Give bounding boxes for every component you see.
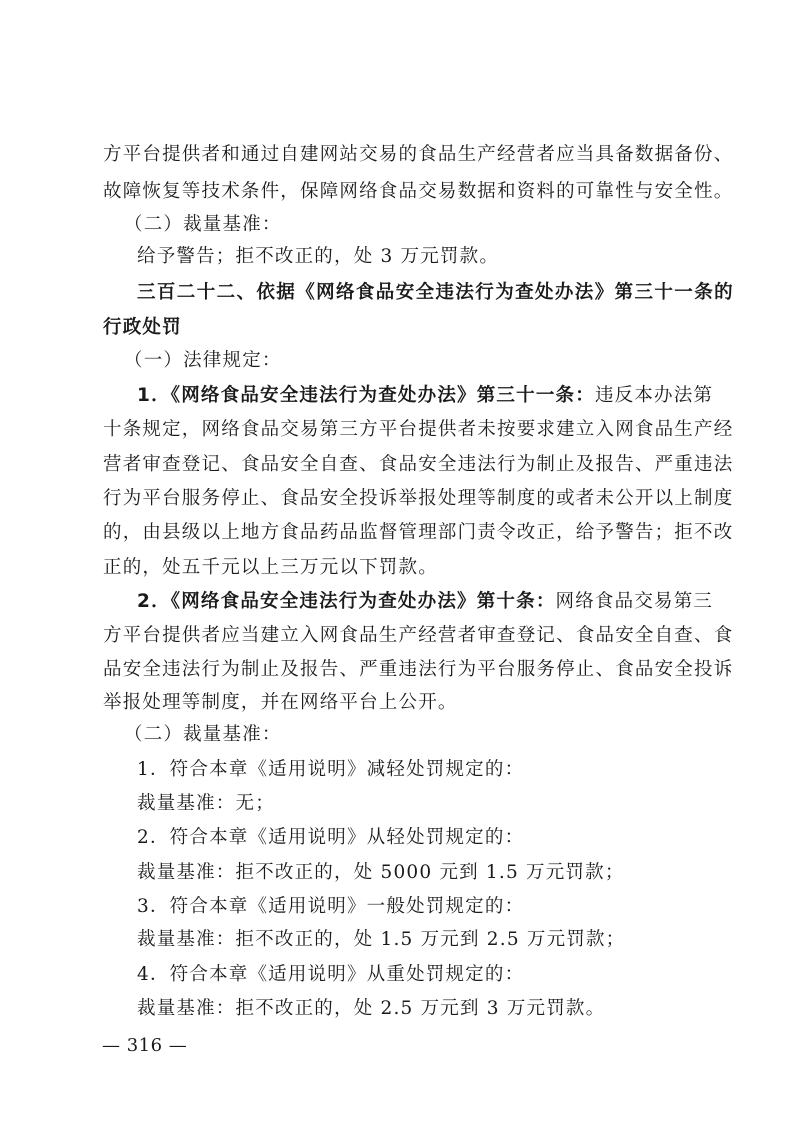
- legal-provision-line: [0, 384, 793, 408]
- list-item: [0, 758, 793, 782]
- line-text: 故障恢复等技术条件，保障网络食品交易数据和资料的可靠性与安全性。: [103, 181, 734, 202]
- paragraph-line: [0, 624, 793, 648]
- legal-provision-line: [0, 590, 793, 614]
- line-text: 行政处罚: [103, 317, 182, 338]
- line-text: 4．符合本章《适用说明》从重处罚规定的：: [137, 964, 525, 985]
- line-text: 网络食品交易第三: [555, 591, 714, 612]
- line-text: 正的，处五千元以上三万元以下罚款。: [103, 557, 438, 578]
- paragraph-line: [0, 245, 793, 269]
- line-text: 裁量基准：拒不改正的，处 5000 元到 1.5 万元罚款；: [137, 862, 625, 883]
- paragraph-line: [0, 180, 793, 204]
- line-text: 十条规定，网络食品交易第三方平台提供者未按要求建立入网食品生产经: [103, 419, 734, 440]
- section-heading: [0, 349, 793, 373]
- list-item: [0, 826, 793, 850]
- line-text: （一）法律规定：: [124, 350, 282, 371]
- paragraph-line: [0, 556, 793, 580]
- paragraph-line: [0, 143, 793, 167]
- paragraph-line: [0, 691, 793, 715]
- line-text: 行为平台服务停止、食品安全投诉举报处理等制度的或者未公开以上制度: [103, 488, 734, 509]
- list-item-detail: [0, 792, 793, 816]
- list-item: [0, 963, 793, 987]
- line-text: 给予警告；拒不改正的，处 3 万元罚款。: [137, 246, 500, 267]
- paragraph-line: [0, 521, 793, 545]
- article-heading: [0, 316, 793, 340]
- list-item: [0, 895, 793, 919]
- line-text: 品安全违法行为制止及报告、严重违法行为平台服务停止、食品安全投诉: [103, 659, 734, 680]
- list-item-detail: [0, 928, 793, 952]
- line-text: 违反本办法第: [594, 385, 714, 406]
- line-text: 营者审查登记、食品安全自查、食品安全违法行为制止及报告、严重违法: [103, 454, 734, 475]
- line-text: 裁量基准：拒不改正的，处 1.5 万元到 2.5 万元罚款；: [137, 929, 626, 950]
- paragraph-line: [0, 418, 793, 442]
- paragraph-line: [0, 487, 793, 511]
- line-text: 三百二十二、依据《网络食品安全违法行为查处办法》第三十一条的: [137, 282, 735, 303]
- provision-title: 2．《网络食品安全违法行为查处办法》第十条：: [137, 591, 556, 612]
- list-item-detail: [0, 997, 793, 1021]
- line-text: 举报处理等制度，并在网络平台上公开。: [103, 692, 458, 713]
- line-text: 方平台提供者应当建立入网食品生产经营者审查登记、食品安全自查、食: [103, 625, 734, 646]
- line-text: 裁量基准：无；: [137, 793, 275, 814]
- page-number: — 316 —: [102, 1035, 188, 1056]
- line-text: 的，由县级以上地方食品药品监督管理部门责令改正，给予警告；拒不改: [103, 522, 734, 543]
- line-text: 3．符合本章《适用说明》一般处罚规定的：: [137, 896, 525, 917]
- line-text: 1．符合本章《适用说明》减轻处罚规定的：: [137, 759, 525, 780]
- paragraph-line: [0, 658, 793, 682]
- section-heading: [0, 213, 793, 237]
- line-text: 方平台提供者和通过自建网站交易的食品生产经营者应当具备数据备份、: [103, 144, 734, 165]
- provision-title: 1．《网络食品安全违法行为查处办法》第三十一条：: [137, 385, 595, 406]
- line-text: （二）裁量基准：: [124, 724, 282, 745]
- list-item-detail: [0, 861, 793, 885]
- line-text: 2．符合本章《适用说明》从轻处罚规定的：: [137, 827, 525, 848]
- paragraph-line: [0, 453, 793, 477]
- article-heading: [0, 281, 793, 305]
- line-text: 裁量基准：拒不改正的，处 2.5 万元到 3 万元罚款。: [137, 998, 606, 1019]
- section-heading: [0, 723, 793, 747]
- line-text: （二）裁量基准：: [124, 214, 282, 235]
